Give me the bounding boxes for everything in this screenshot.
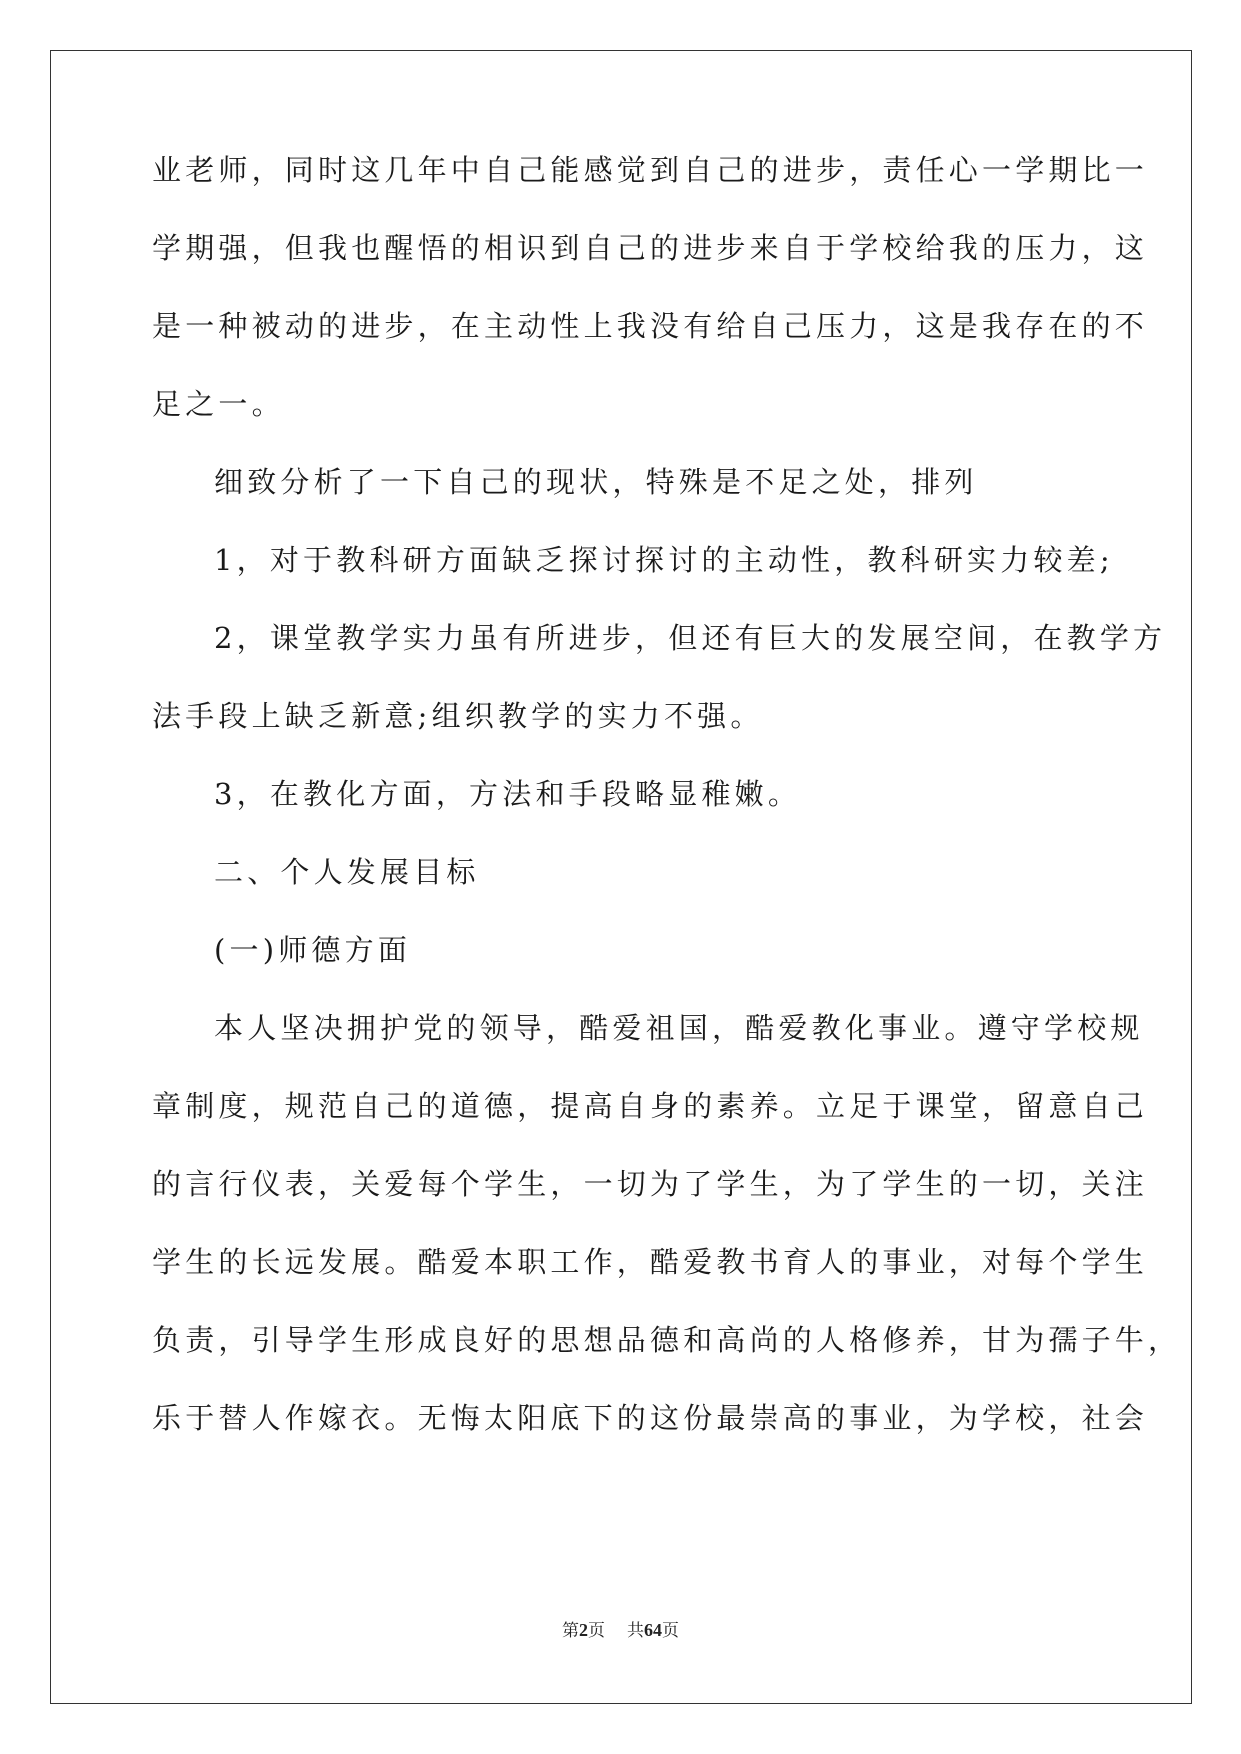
text-line: 负责，引导学生形成良好的思想品德和高尚的人格修养，甘为孺子牛，	[152, 1323, 1182, 1357]
section-heading: 二、个人发展目标	[214, 855, 480, 889]
subsection-heading: (一)师德方面	[214, 933, 412, 967]
page-footer	[0, 1616, 1241, 1641]
text-line: 法手段上缺乏新意;组织教学的实力不强。	[152, 699, 764, 733]
text-line: 业老师，同时这几年中自己能感觉到自己的进步，责任心一学期比一	[152, 153, 1149, 187]
text-line: 是一种被动的进步，在主动性上我没有给自己压力，这是我存在的不	[152, 309, 1149, 343]
total-suffix: 页	[662, 1621, 679, 1641]
text-line: 3，在教化方面，方法和手段略显稚嫩。	[214, 777, 802, 811]
text-line: 细致分析了一下自己的现状，特殊是不足之处，排列	[214, 465, 978, 499]
text-line: 章制度，规范自己的道德，提高自身的素养。立足于课堂，留意自己	[152, 1089, 1149, 1123]
text-line: 的言行仪表，关爱每个学生，一切为了学生，为了学生的一切，关注	[152, 1167, 1149, 1201]
text-line: 本人坚决拥护党的领导，酷爱祖国，酷爱教化事业。遵守学校规	[214, 1011, 1144, 1045]
text-line: 2，课堂教学实力虽有所进步，但还有巨大的发展空间，在教学方	[214, 621, 1167, 655]
page-suffix: 页	[588, 1621, 605, 1641]
text-line: 乐于替人作嫁衣。无悔太阳底下的这份最崇高的事业，为学校，社会	[152, 1401, 1149, 1435]
text-line: 1，对于教科研方面缺乏探讨探讨的主动性，教科研实力较差;	[214, 543, 1114, 577]
text-line: 学期强，但我也醒悟的相识到自己的进步来自于学校给我的压力，这	[152, 231, 1149, 265]
total-prefix: 共	[627, 1621, 644, 1641]
text-line: 足之一。	[152, 387, 285, 421]
page-number: 2	[579, 1620, 588, 1640]
page-prefix: 第	[562, 1621, 579, 1641]
text-line: 学生的长远发展。酷爱本职工作，酷爱教书育人的事业，对每个学生	[152, 1245, 1149, 1279]
total-pages: 64	[644, 1620, 662, 1640]
